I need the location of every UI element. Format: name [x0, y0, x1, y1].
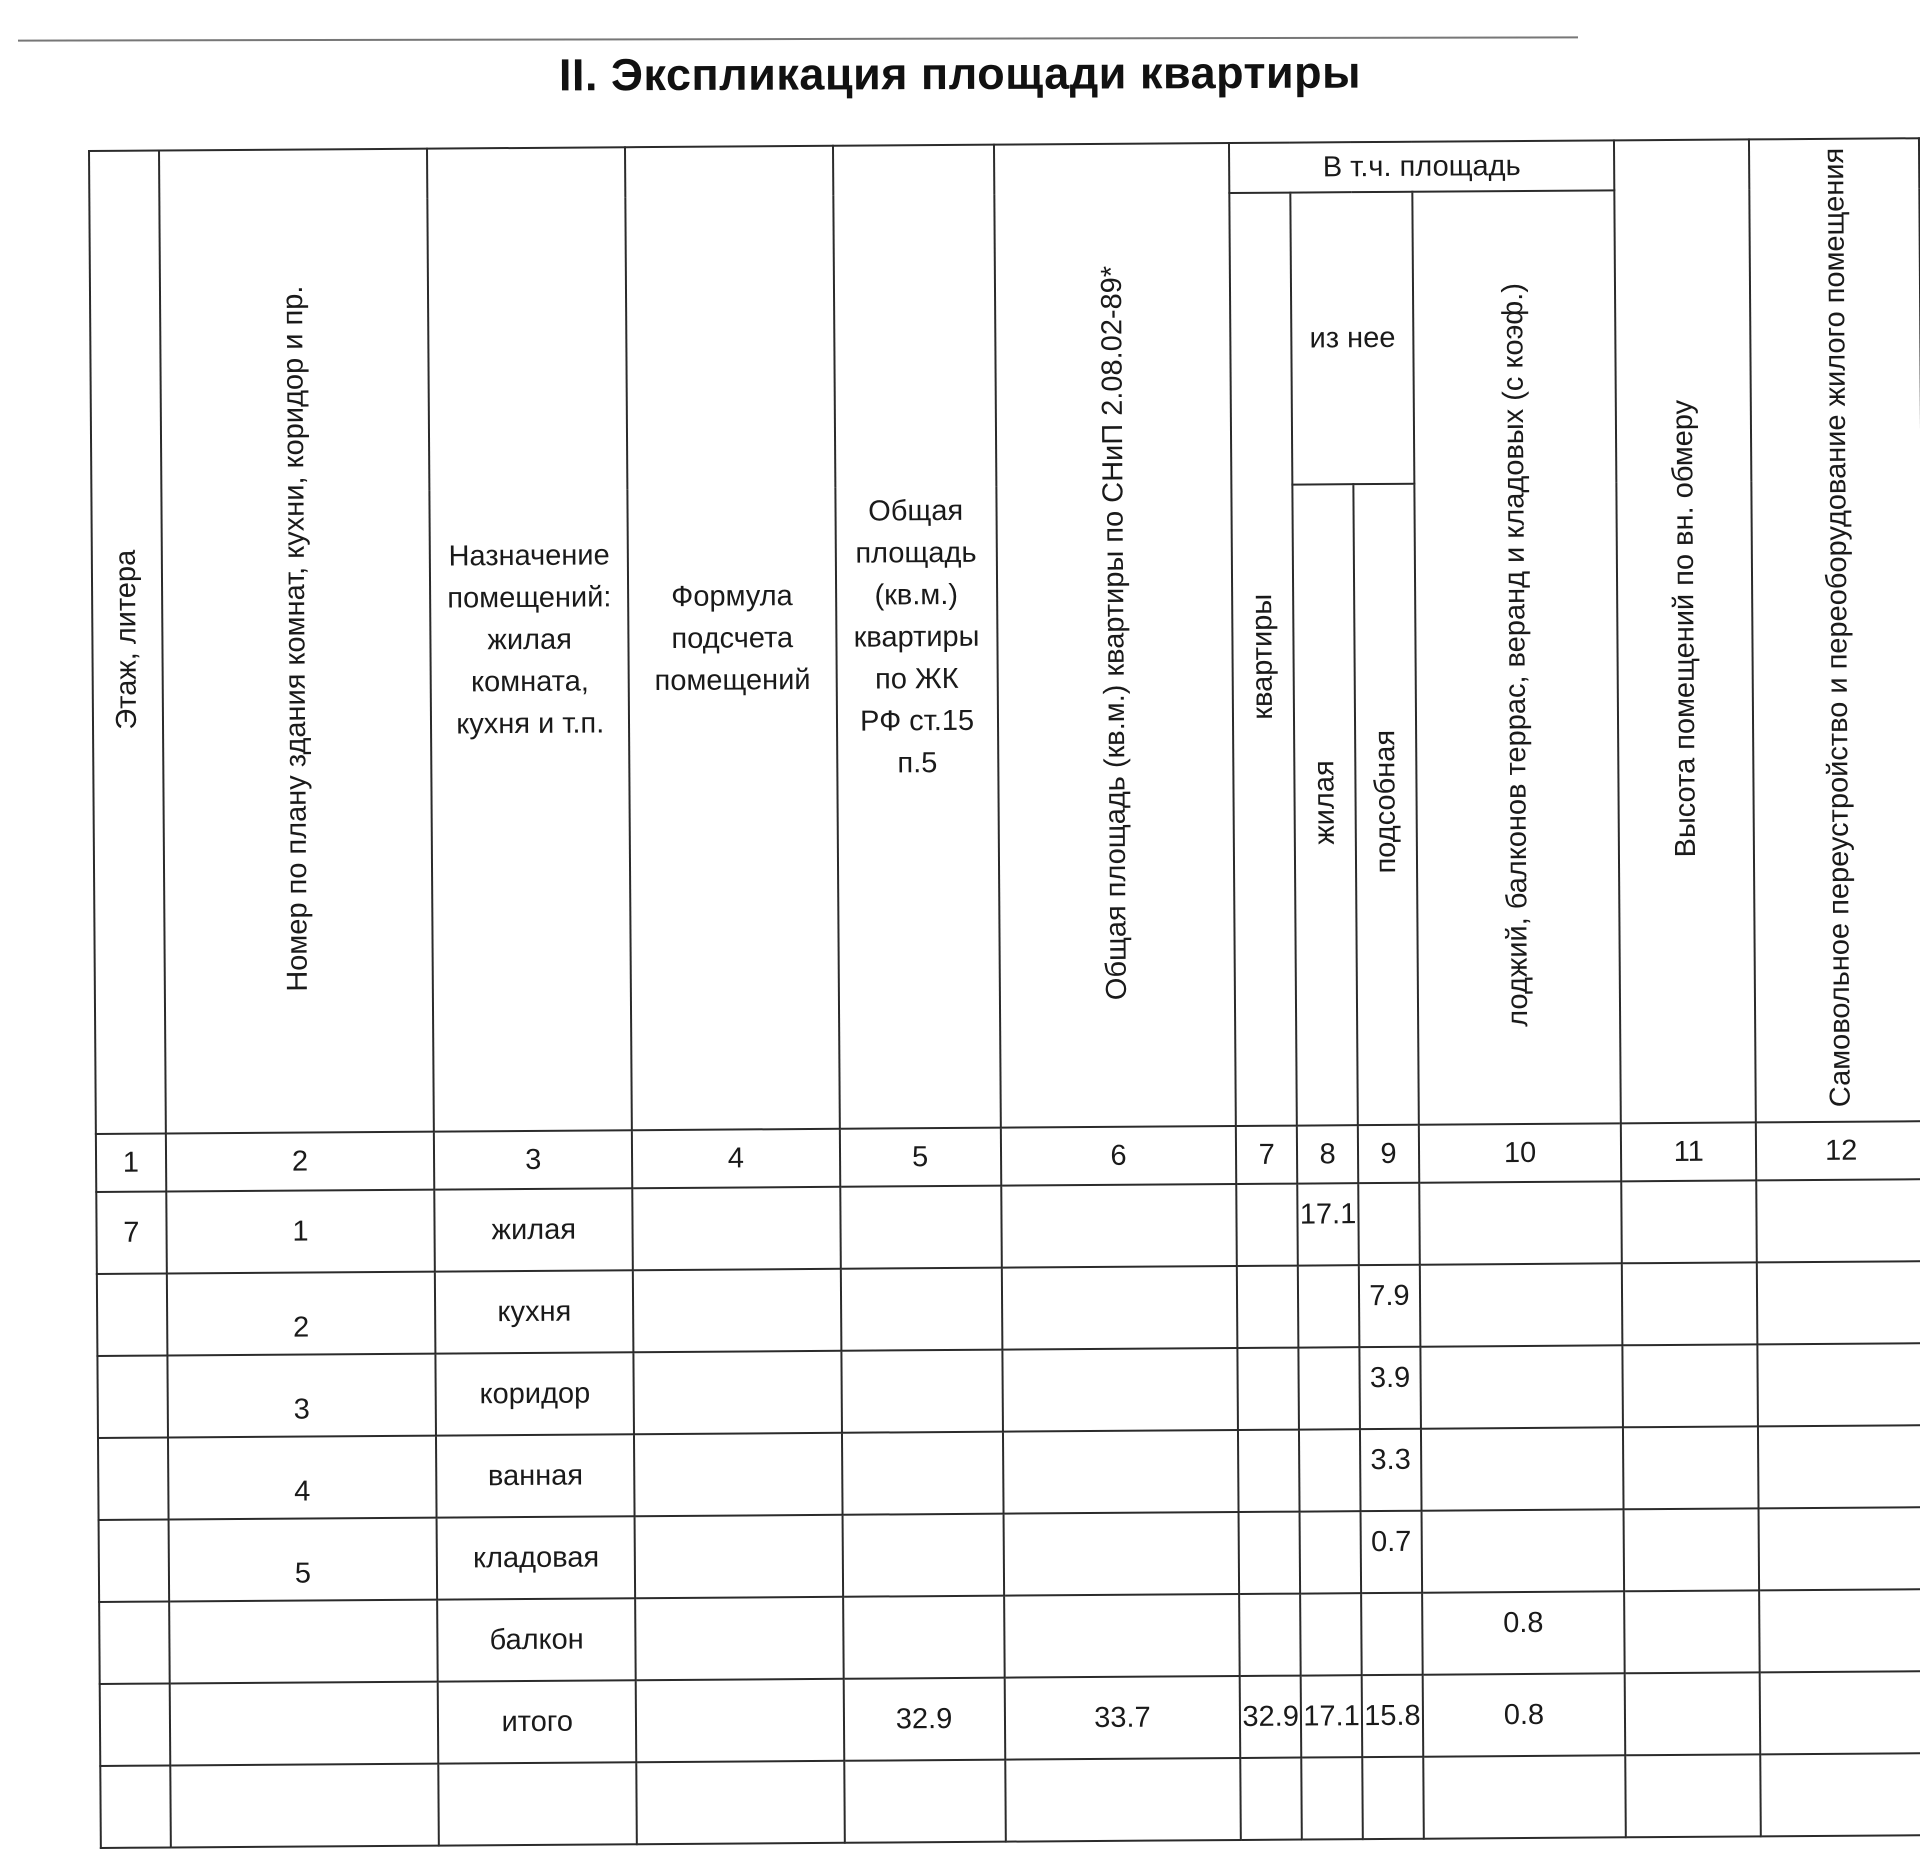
loggia-cell: [1419, 1182, 1622, 1265]
formula-cell: [635, 1515, 843, 1598]
header-apartment: квартиры: [1229, 193, 1297, 1127]
unauthorized-cell: [1759, 1508, 1920, 1591]
header-unauthorized: Самовольное переустройство и переоборудование жилого помещения: [1749, 138, 1920, 1123]
col-number: 8: [1297, 1126, 1358, 1184]
total-snip-cell: [1003, 1430, 1239, 1514]
unauthorized-cell: [1758, 1344, 1920, 1427]
floor-cell: [100, 1684, 170, 1766]
floor-cell: [99, 1520, 169, 1602]
col-number: 9: [1358, 1125, 1419, 1183]
apartment-cell: [1236, 1184, 1298, 1266]
apartment-cell: [1237, 1266, 1299, 1348]
header-purpose: Назначение помещений: жилая комната, кухня и т.п.: [427, 147, 632, 1132]
apartment-cell: [1239, 1594, 1301, 1676]
header-auxiliary: подсобная: [1353, 484, 1419, 1125]
aux-cell: 3.3: [1360, 1429, 1422, 1511]
loggia-cell: [1420, 1346, 1623, 1429]
formula-cell: [635, 1597, 843, 1680]
room-number-cell: [169, 1600, 438, 1684]
explication-table: [88, 137, 1920, 1849]
unauthorized-cell: [1757, 1262, 1920, 1345]
aux-cell: [1361, 1593, 1423, 1675]
col-number: 7: [1236, 1126, 1298, 1184]
room-number-cell: 3: [167, 1354, 436, 1438]
apartment-cell: [1239, 1512, 1301, 1594]
table-row: [96, 1180, 1920, 1275]
formula-cell: [632, 1187, 840, 1270]
header-height: Высота помещений по вн. обмеру: [1614, 139, 1756, 1123]
formula-cell: [634, 1351, 842, 1434]
aux-cell: 0.7: [1360, 1511, 1422, 1593]
header-floor: Этаж, литера: [89, 151, 165, 1135]
header-total-zk: Общая площадь (кв.м.) квартиры по ЖК РФ ст.15 п.5: [832, 145, 1000, 1130]
loggia-cell: [1421, 1428, 1624, 1511]
page-title: II. Экспликация площади квартиры: [558, 46, 1362, 101]
explication-sheet: [88, 137, 1920, 1849]
room-number-cell: 5: [168, 1518, 437, 1602]
height-cell: [1623, 1427, 1759, 1510]
col-number: 5: [839, 1128, 1001, 1187]
loggia-cell: 0.8: [1423, 1674, 1626, 1757]
table-row-empty: [100, 1754, 1920, 1849]
living-cell: 17.1: [1298, 1184, 1359, 1266]
room-name-cell: кухня: [435, 1271, 633, 1354]
total-zk-cell: [840, 1268, 1002, 1351]
height-cell: [1624, 1509, 1760, 1592]
total-row: [100, 1672, 1920, 1767]
floor-cell: [98, 1438, 168, 1520]
floor-cell: [99, 1602, 169, 1684]
total-zk-cell: 32.9: [843, 1678, 1005, 1761]
aux-cell: 7.9: [1359, 1265, 1421, 1347]
table-row: [99, 1508, 1920, 1603]
total-snip-cell: 33.7: [1004, 1676, 1240, 1760]
room-number-cell: 2: [166, 1272, 435, 1356]
living-cell: 17.1: [1301, 1676, 1362, 1758]
height-cell: [1622, 1345, 1758, 1428]
header-living: жилая: [1293, 485, 1358, 1126]
header-total-snip: Общая площадь (кв.м.) квартиры по СНиП 2.08.02-89*: [994, 143, 1236, 1128]
unauthorized-cell: [1760, 1672, 1920, 1755]
height-cell: [1621, 1181, 1757, 1264]
header-of-which: из нее: [1291, 192, 1415, 485]
col-number: 3: [434, 1131, 632, 1190]
floor-cell: [97, 1356, 167, 1438]
room-name-cell: итого: [438, 1681, 636, 1764]
table-row: [97, 1262, 1920, 1357]
table-row: [97, 1344, 1920, 1439]
header-incl-area: В т.ч. площадь: [1229, 140, 1614, 193]
col-number: 2: [165, 1132, 434, 1192]
room-number-cell: [169, 1682, 438, 1766]
loggia-cell: [1420, 1264, 1623, 1347]
aux-cell: 15.8: [1362, 1675, 1424, 1757]
col-number: 1: [96, 1134, 166, 1192]
col-number: 12: [1756, 1122, 1920, 1181]
floor-cell: 7: [96, 1192, 166, 1274]
unauthorized-cell: [1757, 1180, 1920, 1263]
total-snip-cell: [1004, 1594, 1240, 1678]
col-number: 10: [1419, 1124, 1621, 1183]
room-name-cell: жилая: [435, 1189, 633, 1272]
table-row: [98, 1426, 1920, 1521]
total-zk-cell: [841, 1350, 1003, 1433]
aux-cell: 3.9: [1359, 1347, 1421, 1429]
total-zk-cell: [841, 1432, 1003, 1515]
formula-cell: [633, 1269, 841, 1352]
living-cell: [1299, 1348, 1360, 1430]
living-cell: [1298, 1266, 1359, 1348]
floor-cell: [97, 1274, 167, 1356]
total-zk-cell: [842, 1514, 1004, 1597]
header-formula: Формула подсчета помещений: [625, 146, 839, 1131]
total-zk-cell: [843, 1596, 1005, 1679]
apartment-cell: 32.9: [1240, 1676, 1302, 1758]
room-name-cell: балкон: [437, 1599, 635, 1682]
loggia-cell: [1422, 1510, 1625, 1593]
aux-cell: [1358, 1183, 1420, 1265]
total-snip-cell: [1001, 1184, 1237, 1268]
formula-cell: [636, 1679, 844, 1762]
col-number: 6: [1001, 1126, 1237, 1186]
room-number-cell: 4: [168, 1436, 437, 1520]
total-snip-cell: [1002, 1348, 1238, 1432]
unauthorized-cell: [1758, 1426, 1920, 1509]
apartment-cell: [1238, 1430, 1300, 1512]
col-number: 4: [632, 1129, 840, 1188]
height-cell: [1624, 1591, 1760, 1674]
col-number: 11: [1621, 1123, 1757, 1182]
formula-cell: [634, 1433, 842, 1516]
living-cell: [1300, 1512, 1361, 1594]
living-cell: [1300, 1594, 1361, 1676]
unauthorized-cell: [1760, 1590, 1920, 1673]
top-rule: [18, 36, 1578, 41]
room-name-cell: кладовая: [437, 1517, 635, 1600]
height-cell: [1625, 1673, 1761, 1756]
height-cell: [1622, 1263, 1758, 1346]
living-cell: [1299, 1430, 1360, 1512]
total-snip-cell: [1003, 1512, 1239, 1596]
total-zk-cell: [840, 1186, 1002, 1269]
total-snip-cell: [1002, 1266, 1238, 1350]
apartment-cell: [1238, 1348, 1300, 1430]
table-row: [99, 1590, 1920, 1685]
room-number-cell: 1: [166, 1190, 435, 1274]
header-room-number: Номер по плану здания комнат, кухни, коридор и пр.: [159, 149, 435, 1134]
loggia-cell: 0.8: [1422, 1592, 1625, 1675]
header-loggias: лоджий, балконов террас, веранд и кладовых (с коэф.): [1412, 190, 1621, 1125]
room-name-cell: коридор: [436, 1353, 634, 1436]
room-name-cell: ванная: [436, 1435, 634, 1518]
